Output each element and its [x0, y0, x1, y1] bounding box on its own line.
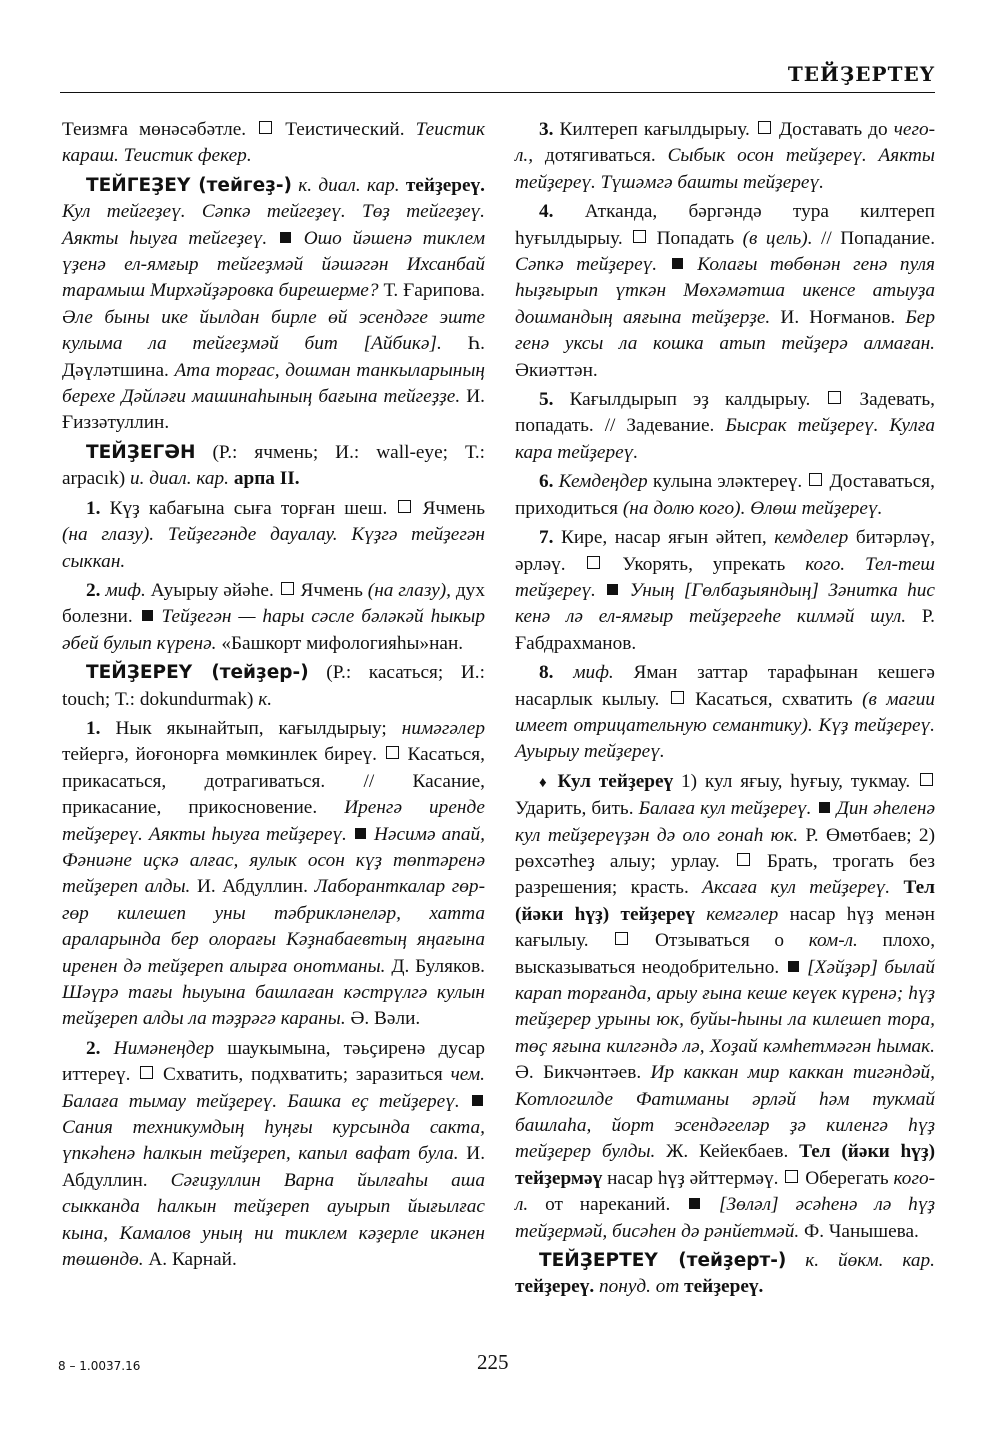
- sense-teizereu-5: 5. Кағылдырып эҙ калдырыу. Задевать, попадать. // Задевание. Бысрак тейҙереү. Кулға кара тейҙереү.: [515, 389, 936, 463]
- print-code: 8 – 1.0037.16: [58, 1359, 141, 1373]
- filled-square-icon: [689, 1198, 700, 1209]
- sense-teizegen-2: 2. миф. Ауырыу әйәһе. Ячмень (на глазу), дух болезни. Тейҙегән — һары сәсле бәләкәй һыкыр әбей булып күренә. «Башкорт мифологияһы»нан.: [62, 579, 486, 654]
- empty-square-icon: [809, 473, 822, 486]
- sense-teizereu-1: 1. Нык якынайтып, кағылдырыу; нимәгәлер тейергә, йоғонорға мөмкинлек биреү. Касаться, прикасаться, дотрагиваться. // Касание, прикасание, прикосновение. Иренгә иренде тейҙереү. Аякты һыуға тейҙереү. Нәсимә апай, Фәниәне иҫкә алғас, яулык осон күҙ төптәренә тейҙереп алды. И. Абдуллин. Лаборанткалар гөр-гөр килешеп уны тәбрикләнеләр, хатта араларында бер олорағы Кәҙнабаевтың яңағына иренен дә тейҙереп алырға онотманы. Д. Буляков. Шәүрә тағы һыуына башлаған кәстрүлгә кулын тейҙереп алды ла тәҙрәгә караны. Ә. Вәли.: [62, 717, 486, 1030]
- entry-teigezeu: ТЕЙГЕҘЕҮ (тейгеҙ-) к. диал. кар. тейҙереү. Кул тейгеҙеү. Сәпкә тейгеҙеү. Төҙ тейгеҙеү. Аякты һыуға тейгеҙеү. Ошо йәшенә тиклем үҙенә ел-ямғыр тейгеҙмәй йәшәгән Ихсанбай тарамыш Мирхәйҙәровка бирешерме? Т. Ғарипова. Әле быны ике йылдан бирле өй эсендәге эште кулыма ла тейгеҙмәй бит [Айбикә]. Һ. Дәүләтшина. Ата торғас, дошман танкыларының берехе Дәйләғи машинаһының бағына тейгеҙҙе. И. Ғиззәтуллин.: [62, 174, 486, 434]
- empty-square-icon: [737, 853, 750, 866]
- entry-teizegen: ТЕЙҘЕГӘН (Р.: ячмень; И.: wall-eye; Т.: arpacık) и. диал. кар. арпа II.: [62, 441, 485, 490]
- filled-square-icon: [788, 961, 799, 972]
- empty-square-icon: [615, 932, 628, 945]
- empty-square-icon: [671, 691, 684, 704]
- filled-square-icon: [472, 1095, 483, 1106]
- empty-square-icon: [587, 556, 600, 569]
- sense-teizegen-1: 1. Күҙ кабағына сыға торған шеш. Ячмень (на глазу). Тейҙегәнде дауалау. Күҙгә тейҙегән сыккан.: [62, 497, 485, 572]
- sense-teizereu-6: 6. Кемдеңдер кулына эләктереү. Доставаться, приходиться (на долю кого). Өлөш тейҙереү.: [515, 471, 935, 519]
- filled-square-icon: [607, 584, 618, 595]
- left-column: [62, 117, 485, 1276]
- empty-square-icon: [633, 230, 646, 243]
- entry-teizerteu: ТЕЙҘЕРТЕҮ (тейҙерт-) к. йөкм. кар. тейҙереү. понуд. от тейҙереү.: [515, 1250, 936, 1298]
- sense-teizereu-7: 7. Кире, насар яғын әйтеп, кемделер битәрләү, әрләү. Укорять, упрекать кого. Тел-теш тейҙереү. Уның [Гөлбаҙыяндың] Зәнитка һис кенә лә ел-ямғыр тейҙергеһе килмәй шул. Р. Ғабдрахманов.: [515, 527, 935, 654]
- page-number: 225: [477, 1350, 509, 1374]
- header-rule: [60, 92, 935, 93]
- sense-teizereu-8: 8. миф. Яман заттар тарафынан кешегә насарлык кылыу. Касаться, схватить (в магии имеет отрицательную семантику). Күҙ тейҙереү. Ауырыу тейҙереү.: [515, 662, 935, 763]
- entry-teism-tail: Теизмға мөнәсәбәтле. Теистический. Теистик караш. Теистик фекер.: [62, 119, 485, 167]
- empty-square-icon: [785, 1170, 798, 1183]
- diamond-icon: ♦: [539, 774, 550, 791]
- empty-square-icon: [398, 500, 411, 513]
- empty-square-icon: [140, 1066, 153, 1079]
- filled-square-icon: [355, 828, 366, 839]
- empty-square-icon: [828, 391, 841, 404]
- empty-square-icon: [386, 746, 399, 759]
- phrases-teizereu: ♦ Кул тейҙереү 1) кул яғыу, һуғыу, тукмау. Ударить, бить. Балаға кул тейҙереү. Дин әһеленә кул тейҙереүҙән дә оло гонаһ юк. Р. Өмөтбаев; 2) рөхсәтһеҙ алыу; урлау. Брать, трогать без разрешения; красть. Аксаға кул тейҙереү. Тел (йәки һүҙ) тейҙереү кемгәлер насар һүҙ менән кағылыу. Отзываться о ком-л. плохо, высказываться неодобрительно. [Хәйҙәр] былай карап торғанда, арыу ғына кеше кеүек күренә; һүҙ тейҙерер урыны юк, буйы-һыны ла килешеп тора, төҫ яғына килгәндә лә, Хоҙай кәмһетмәгән һымак. Ә. Бикчәнтәев. Ир каккан мир каккан тигәндәй, Котлогилде Фатиманы әрләй һәм тукмай башлаһа, йорт эсендәгеләр ҙә киленгә һүҙ тейҙерер булды. Ж. Кейекбаев. Тел (йәки һүҙ) тейҙермәү насар һүҙ әйттермәү. Оберегать кого-л. от нареканий. [Зөләл] әсәһенә лә һүҙ тейҙермәй, бисәһен дә рәнйетмәй. Ф. Чанышева.: [515, 770, 936, 1242]
- empty-square-icon: [281, 582, 294, 595]
- filled-square-icon: [672, 258, 683, 269]
- empty-square-icon: [758, 121, 771, 134]
- running-head: ТЕЙҘЕРТЕҮ: [787, 62, 935, 86]
- entry-teizereu: ТЕЙҘЕРЕҮ (тейҙер-) (Р.: касаться; И.: touch; Т.: dokundurmak) к.: [62, 662, 485, 710]
- empty-square-icon: [259, 121, 272, 134]
- filled-square-icon: [819, 802, 830, 813]
- sense-teizereu-3: 3. Килтереп кағылдырыу. Доставать до чего-л., дотягиваться. Сыбык осон тейҙереү. Аякты тейҙереү. Түшәмгә башты тейҙереү.: [515, 119, 936, 193]
- right-column: [515, 117, 935, 1304]
- filled-square-icon: [280, 232, 291, 243]
- filled-square-icon: [142, 610, 153, 621]
- sense-teizereu-4: 4. Атканда, бәргәндә тура килтереп һуғылдырыу. Попадать (в цель). // Попадание. Сәпкә тейҙереү. Колағы төбөнән генә пуля һыҙғырып үткән Мөхәмәтша икенсе атыуҙа дошмандың аяғына тейҙерҙе. И. Ноғманов. Бер генә уксы ла кошка атып тейҙерә алмаған. Әкиәттән.: [515, 201, 936, 381]
- empty-square-icon: [920, 773, 933, 786]
- sense-teizereu-2: 2. Нимәнеңдер шаукымына, тәьҫиренә дусар иттереү. Схватить, подхватить; заразиться чем. Балаға тымау тейҙереү. Башка еҫ тейҙереү. Сания техникумдың һуңғы курсында сакта, үпкәһенә һалкын тейҙереп, капыл вафат була. И. Абдуллин. Сәғиҙуллин Варна йылғаһы аша сыкканда һалкын тейҙереп ауырып йығылғас кына, Камалов уның ни тиклем кәҙерле икәнен төшөндө. А. Карнай.: [62, 1037, 486, 1271]
